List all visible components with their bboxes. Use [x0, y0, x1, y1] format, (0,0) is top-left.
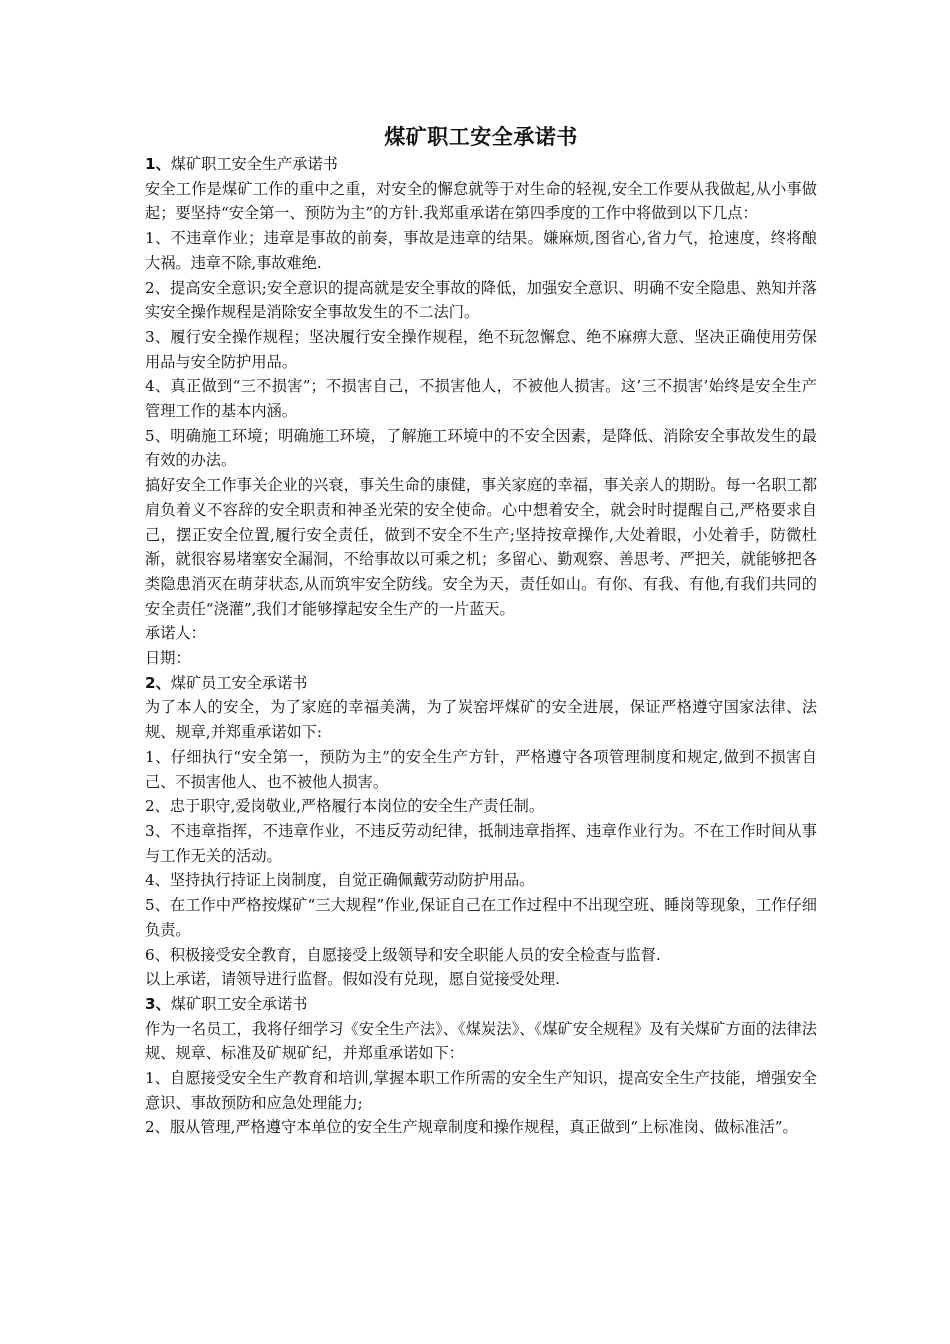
- paragraph: 3、履行安全操作规程；坚决履行安全操作规程，绝不玩忽懈怠、绝不麻痹大意、坚决正确使用劳保用品与安全防护用品。: [145, 327, 817, 371]
- paragraph: 以上承诺，请领导进行监督。假如没有兑现，愿自觉接受处理.: [145, 970, 560, 989]
- section-heading: [145, 992, 817, 1017]
- section-title: 煤矿员工安全承诺书: [170, 673, 308, 692]
- section-title: 煤矿职工安全生产承诺书: [170, 155, 338, 173]
- paragraph: 安全工作是煤矿工作的重中之重，对安全的懈怠就等于对生命的轻视,安全工作要从我做起,从小事做起；要坚持“安全第一、预防为主”的方针.我郑重承诺在第四季度的工作中将做到以下几点：: [145, 179, 817, 223]
- section-title: 煤矿职工安全承诺书: [170, 994, 308, 1013]
- paragraph: 2、服从管理,严格遵守本单位的安全生产规章制度和操作规程，真正做到“上标准岗、做标准活”。: [145, 1118, 798, 1137]
- paragraph: 5、在工作中严格按煤矿“三大规程”作业,保证自己在工作过程中不出现空班、睡岗等现象，工作仔细负责。: [145, 896, 817, 939]
- paragraph: 搞好安全工作事关企业的兴衰，事关生命的康健，事关家庭的幸福，事关亲人的期盼。每一名职工都肩负着义不容辞的安全职责和神圣光荣的安全使命。心中想着安全，就会时时提醒自己,严格要求自己，摆正安全位置,履行安全责任，做到不安全不生产;坚持按章操作,大处着眼，小处着手，防微杜渐，就很容易堵塞安全漏洞，不给事故以可乘之机；多留心、勤观察、善思考、严把关，就能够把各类隐患消灭在萌芽状态,从而筑牢安全防线。安全为天，责任如山。有你、有我、有他,有我们共同的安全责任“浇灌”,我们才能够撑起安全生产的一片蓝天。: [145, 476, 817, 618]
- paragraph: 2、提高安全意识;安全意识的提高就是安全事故的降低，加强安全意识、明确不安全隐患、熟知并落实安全操作规程是消除安全事故发生的不二法门。: [145, 278, 817, 322]
- paragraph: 4、坚持执行持证上岗制度，自觉正确佩戴劳动防护用品。: [145, 871, 535, 890]
- paragraph: 作为一名员工，我将仔细学习《安全生产法》、《煤炭法》、《煤矿安全规程》及有关煤矿方面的法律法规、规章、标准及矿规矿纪，并郑重承诺如下：: [145, 1019, 817, 1063]
- section-heading: [145, 152, 817, 177]
- paragraph: 2、忠于职守,爱岗敬业,严格履行本岗位的安全生产责任制。: [145, 797, 545, 816]
- section-number: 2、: [145, 673, 171, 692]
- paragraph: 1、仔细执行“安全第一，预防为主”的安全生产方针，严格遵守各项管理制度和规定,做到不损害自己、不损害他人、也不被他人损害。: [145, 747, 817, 791]
- section-heading: [145, 671, 817, 696]
- date-label: 日期：: [145, 649, 191, 668]
- section-3: [145, 992, 817, 1140]
- signatory-label: 承诺人：: [145, 624, 206, 643]
- section-number: 1、: [145, 155, 171, 173]
- paragraph: 1、自愿接受安全生产教育和培训,掌握本职工作所需的安全生产知识，提高安全生产技能，增强安全意识、事故预防和应急处理能力;: [145, 1069, 817, 1112]
- paragraph: 6、积极接受安全教育，自愿接受上级领导和安全职能人员的安全检查与监督.: [145, 945, 661, 964]
- paragraph: 3、不违章指挥，不违章作业，不违反劳动纪律，抵制违章指挥、违章作业行为。不在工作时间从事与工作无关的活动。: [145, 821, 817, 865]
- paragraph: 1、不违章作业；违章是事故的前奏，事故是违章的结果。嫌麻烦,图省心,省力气，抢速度，终将酿大祸。违章不除,事故难绝.: [145, 229, 817, 272]
- paragraph: 5、明确施工环境；明确施工环境，了解施工环境中的不安全因素，是降低、消除安全事故发生的最有效的办法。: [145, 426, 817, 470]
- section-2: [145, 671, 817, 992]
- paragraph: 4、真正做到“三不损害”；不损害自己，不损害他人，不被他人损害。这’三不损害’始终是安全生产管理工作的基本内涵。: [145, 377, 817, 421]
- paragraph: 为了本人的安全，为了家庭的幸福美满，为了炭窑坪煤矿的安全进展，保证严格遵守国家法律、法规、规章,并郑重承诺如下:: [145, 698, 817, 742]
- document-title: 煤矿职工安全承诺书: [384, 125, 578, 149]
- section-number: 3、: [145, 994, 171, 1013]
- section-1: [145, 152, 817, 671]
- document-page: [145, 122, 817, 1140]
